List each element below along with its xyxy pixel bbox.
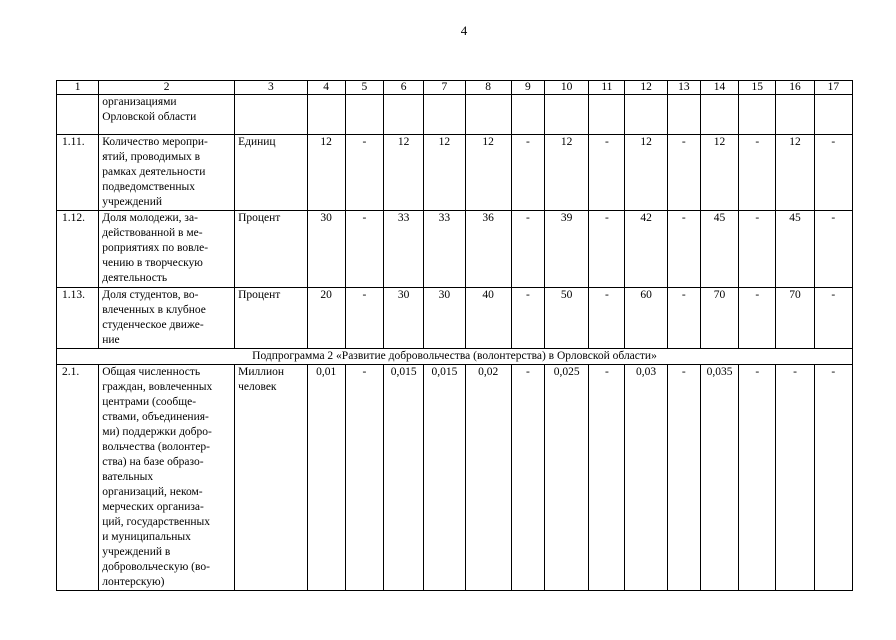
header-cell: 17 bbox=[814, 81, 852, 95]
cell-line: и муниципальных bbox=[102, 531, 191, 543]
table-cell-name bbox=[99, 95, 235, 135]
value-cell: 0,02 bbox=[465, 365, 511, 591]
value-cell: 30 bbox=[424, 288, 465, 349]
cell-line: граждан, вовлеченных bbox=[102, 381, 213, 393]
table-cell bbox=[545, 95, 589, 135]
cell-line: Единиц bbox=[238, 136, 276, 148]
table-cell bbox=[776, 95, 814, 135]
value-cell: - bbox=[589, 135, 625, 211]
value-cell: - bbox=[511, 135, 544, 211]
table-cell bbox=[589, 95, 625, 135]
cell-line: учреждений в bbox=[102, 546, 171, 558]
cell-line: Миллион bbox=[238, 366, 285, 378]
cell-line: ций, государственных bbox=[102, 516, 210, 528]
indicator-name bbox=[99, 211, 235, 288]
value-cell: - bbox=[511, 211, 544, 288]
value-cell: - bbox=[739, 135, 776, 211]
unit-of-measure bbox=[235, 288, 307, 349]
cell-line: подведомственных bbox=[102, 181, 196, 193]
value-cell: - bbox=[667, 135, 700, 211]
table-cell bbox=[700, 95, 738, 135]
header-cell: 12 bbox=[625, 81, 667, 95]
value-cell: - bbox=[345, 135, 383, 211]
value-cell: - bbox=[739, 365, 776, 591]
value-cell: 0,015 bbox=[424, 365, 465, 591]
value-cell: - bbox=[511, 288, 544, 349]
value-cell: - bbox=[667, 365, 700, 591]
value-cell: 30 bbox=[384, 288, 424, 349]
cell-line: студенческое движе- bbox=[102, 319, 204, 331]
indicator-name bbox=[99, 365, 235, 591]
table-row bbox=[57, 95, 853, 135]
value-cell: 0,01 bbox=[307, 365, 345, 591]
cell-line: вольчества (волонтер- bbox=[102, 441, 211, 453]
cell-line: добровольческую (во- bbox=[102, 561, 210, 573]
cell-line: влеченных в клубное bbox=[102, 304, 206, 316]
value-cell: 70 bbox=[776, 288, 814, 349]
table-row bbox=[57, 288, 853, 349]
cell-line: человек bbox=[238, 381, 277, 393]
header-cell: 7 bbox=[424, 81, 465, 95]
value-cell: 36 bbox=[465, 211, 511, 288]
value-cell: 12 bbox=[424, 135, 465, 211]
indicator-name bbox=[99, 288, 235, 349]
value-cell: - bbox=[589, 365, 625, 591]
value-cell: 20 bbox=[307, 288, 345, 349]
value-cell: 12 bbox=[776, 135, 814, 211]
row-number: 2.1. bbox=[57, 365, 99, 591]
header-cell: 8 bbox=[465, 81, 511, 95]
value-cell: - bbox=[345, 211, 383, 288]
value-cell: 12 bbox=[465, 135, 511, 211]
value-cell: - bbox=[776, 365, 814, 591]
table-cell bbox=[667, 95, 700, 135]
cell-line: учреждений bbox=[102, 196, 163, 208]
value-cell: 0,015 bbox=[384, 365, 424, 591]
value-cell: - bbox=[739, 211, 776, 288]
cell-line: действованной в ме- bbox=[102, 227, 203, 239]
cell-line: Процент bbox=[238, 212, 281, 224]
header-cell: 4 bbox=[307, 81, 345, 95]
table-cell bbox=[814, 95, 852, 135]
cell-line: ми) поддержки добро- bbox=[102, 426, 212, 438]
value-cell: 30 bbox=[307, 211, 345, 288]
cell-line: ства) на базе образо- bbox=[102, 456, 204, 468]
table-cell bbox=[625, 95, 667, 135]
table-cell bbox=[511, 95, 544, 135]
cell-line: организаций, неком- bbox=[102, 486, 203, 498]
value-cell: 12 bbox=[625, 135, 667, 211]
value-cell: - bbox=[667, 288, 700, 349]
header-cell: 5 bbox=[345, 81, 383, 95]
header-cell: 13 bbox=[667, 81, 700, 95]
value-cell: - bbox=[814, 135, 852, 211]
header-cell: 3 bbox=[235, 81, 307, 95]
table-row bbox=[57, 211, 853, 288]
unit-of-measure bbox=[235, 211, 307, 288]
header-cell: 15 bbox=[739, 81, 776, 95]
value-cell: - bbox=[814, 365, 852, 591]
value-cell: - bbox=[814, 211, 852, 288]
table-cell bbox=[307, 95, 345, 135]
value-cell: 0,03 bbox=[625, 365, 667, 591]
table-cell bbox=[739, 95, 776, 135]
value-cell: - bbox=[667, 211, 700, 288]
header-cell: 6 bbox=[384, 81, 424, 95]
page-number: 4 bbox=[460, 23, 468, 38]
value-cell: - bbox=[511, 365, 544, 591]
table-cell bbox=[235, 95, 307, 135]
value-cell: 60 bbox=[625, 288, 667, 349]
unit-of-measure bbox=[235, 135, 307, 211]
cell-line: ние bbox=[102, 334, 120, 346]
cell-line: мерческих организа- bbox=[102, 501, 204, 513]
header-cell: 2 bbox=[99, 81, 235, 95]
unit-of-measure bbox=[235, 365, 307, 591]
table-cell-num bbox=[57, 95, 99, 135]
cell-line: чению в творческую bbox=[102, 257, 203, 269]
header-cell: 10 bbox=[545, 81, 589, 95]
cell-line: Количество меропри- bbox=[102, 136, 208, 148]
subprogram-row bbox=[57, 349, 853, 365]
cell-line: центрами (сообще- bbox=[102, 396, 197, 408]
cell-line: Доля студентов, во- bbox=[102, 289, 199, 301]
cell-line: Процент bbox=[238, 289, 281, 301]
value-cell: 0,035 bbox=[700, 365, 738, 591]
value-cell: 70 bbox=[700, 288, 738, 349]
table-cell bbox=[384, 95, 424, 135]
table-cell bbox=[465, 95, 511, 135]
table-row bbox=[57, 135, 853, 211]
cell-line: Доля молодежи, за- bbox=[102, 212, 198, 224]
value-cell: 50 bbox=[545, 288, 589, 349]
value-cell: 33 bbox=[384, 211, 424, 288]
table-header-row bbox=[57, 81, 853, 95]
cell-line: ствами, объединения- bbox=[102, 411, 209, 423]
subprogram-title: Подпрограмма 2 «Развитие добровольчества (волонтерства) в Орловской области» bbox=[57, 349, 853, 365]
value-cell: 12 bbox=[545, 135, 589, 211]
value-cell: - bbox=[345, 365, 383, 591]
value-cell: 39 bbox=[545, 211, 589, 288]
value-cell: 12 bbox=[307, 135, 345, 211]
cell-line: роприятиях по вовле- bbox=[102, 242, 209, 254]
row-number: 1.12. bbox=[57, 211, 99, 288]
indicator-name bbox=[99, 135, 235, 211]
header-cell: 16 bbox=[776, 81, 814, 95]
cell-line: вательных bbox=[102, 471, 154, 483]
value-cell: 12 bbox=[700, 135, 738, 211]
header-cell: 1 bbox=[57, 81, 99, 95]
cell-line: деятельность bbox=[102, 272, 168, 284]
value-cell: - bbox=[814, 288, 852, 349]
table-body bbox=[57, 81, 853, 591]
value-cell: 42 bbox=[625, 211, 667, 288]
value-cell: 45 bbox=[776, 211, 814, 288]
header-cell: 14 bbox=[700, 81, 738, 95]
indicators-table bbox=[56, 80, 853, 591]
header-cell: 11 bbox=[589, 81, 625, 95]
cell-line: лонтерскую) bbox=[102, 576, 165, 588]
cell-line: организациями bbox=[102, 96, 177, 108]
row-number: 1.11. bbox=[57, 135, 99, 211]
header-cell: 9 bbox=[511, 81, 544, 95]
value-cell: 12 bbox=[384, 135, 424, 211]
value-cell: 40 bbox=[465, 288, 511, 349]
value-cell: 45 bbox=[700, 211, 738, 288]
cell-line: Орловской области bbox=[102, 111, 197, 123]
row-number: 1.13. bbox=[57, 288, 99, 349]
cell-line: рамках деятельности bbox=[102, 166, 206, 178]
cell-line: Общая численность bbox=[102, 366, 201, 378]
table-cell bbox=[424, 95, 465, 135]
table-cell bbox=[345, 95, 383, 135]
value-cell: - bbox=[589, 211, 625, 288]
value-cell: - bbox=[739, 288, 776, 349]
cell-line: ятий, проводимых в bbox=[102, 151, 201, 163]
table-row bbox=[57, 365, 853, 591]
value-cell: - bbox=[589, 288, 625, 349]
value-cell: - bbox=[345, 288, 383, 349]
value-cell: 33 bbox=[424, 211, 465, 288]
value-cell: 0,025 bbox=[545, 365, 589, 591]
